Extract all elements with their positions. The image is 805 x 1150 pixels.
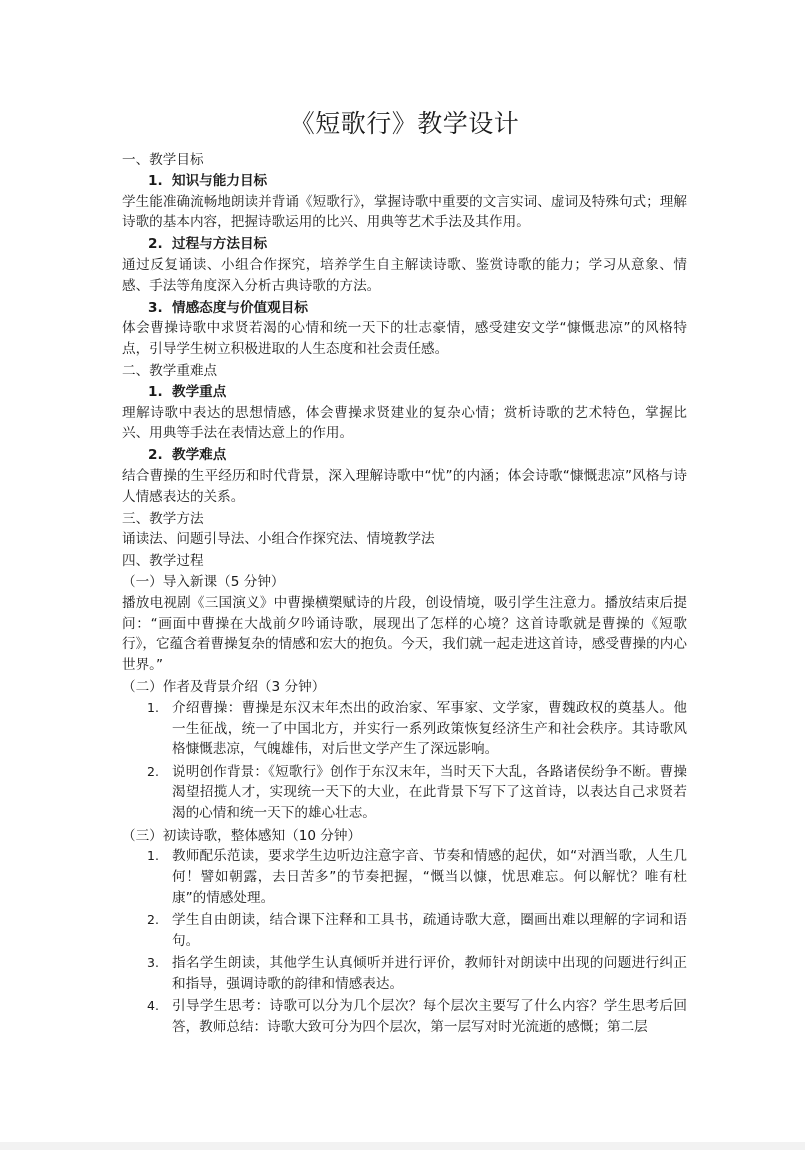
process-intro-heading: （一）导入新课（5 分钟）	[122, 573, 285, 590]
key-point-heading	[122, 382, 687, 403]
difficult-point-text: 结合曹操的生平经历和时代背景，深入理解诗歌中“忧”的内涵；体会诗歌“慷慨悲凉”风格与诗人情感表达的关系。	[122, 467, 687, 505]
document-title: 《短歌行》教学设计	[289, 109, 520, 138]
section-process-heading: 四、教学过程	[122, 553, 204, 570]
list-item-text: 指名学生朗读，其他学生认真倾听并进行评价，教师针对朗读中出现的问题进行纠正和指导，强调诗歌的韵律和情感表达。	[172, 955, 687, 993]
document-body	[122, 100, 687, 1039]
goal-process-heading	[122, 234, 687, 255]
section-methods-heading: 三、教学方法	[122, 510, 204, 527]
list-item-number: 1.	[147, 848, 159, 864]
list-item-text: 介绍曹操：曹操是东汉末年杰出的政治家、军事家、文学家，曹魏政权的奠基人。他一生征战，统一了中国北方，并实行一系列政策恢复经济生产和社会秩序。其诗歌风格慷慨悲凉，气魄雄伟，对后世文学产生了深远影响。	[172, 699, 687, 758]
goal-emotion-number: 3.	[148, 299, 163, 316]
list-item	[122, 953, 687, 995]
goal-process-text: 通过反复诵读、小组合作探究，培养学生自主解读诗歌、鉴赏诗歌的能力；学习从意象、情感、手法等角度深入分析古典诗歌的方法。	[122, 256, 687, 294]
difficult-point-number: 2.	[148, 447, 163, 464]
goal-emotion-text: 体会曹操诗歌中求贤若渴的心情和统一天下的壮志豪情，感受建安文学“慷慨悲凉”的风格特点，引导学生树立积极进取的人生态度和社会责任感。	[122, 320, 687, 358]
list-item-text: 引导学生思考：诗歌可以分为几个层次？每个层次主要写了什么内容？学生思考后回答，教师总结：诗歌大致可分为四个层次，第一层写对时光流逝的感慨；第二层	[172, 998, 687, 1036]
goal-knowledge-heading	[122, 171, 687, 192]
list-item	[122, 762, 687, 824]
page-bottom-edge	[0, 1142, 805, 1150]
list-item-number: 3.	[147, 955, 159, 971]
list-item-text: 教师配乐范读，要求学生边听边注意字音、节奏和情感的起伏，如“对酒当歌，人生几何！譬如朝露，去日苦多”的节奏把握，“慨当以慷，忧思难忘。何以解忧？唯有杜康”的情感处理。	[172, 848, 687, 906]
list-item-number: 4.	[147, 998, 159, 1014]
difficult-point-heading	[122, 445, 687, 466]
goal-process-label: 过程与方法目标	[172, 236, 268, 253]
list-item	[122, 996, 687, 1038]
list-item-number: 2.	[147, 912, 159, 928]
goal-emotion-heading	[122, 298, 687, 319]
goal-emotion-label: 情感态度与价值观目标	[172, 299, 308, 316]
list-item	[122, 698, 687, 760]
background-list	[122, 698, 687, 824]
process-intro-text: 播放电视剧《三国演义》中曹操横槊赋诗的片段，创设情境，吸引学生注意力。播放结束后提问：“画面中曹操在大战前夕吟诵诗歌，展现出了怎样的心境？这首诗歌就是曹操的《短歌行》，它蕴含着曹操复杂的情感和宏大的抱负。今天，我们就一起走进这首诗，感受曹操的内心世界。”	[122, 594, 687, 674]
methods-text: 诵读法、问题引导法、小组合作探究法、情境教学法	[122, 531, 435, 548]
list-item	[122, 910, 687, 952]
process-background-heading: （二）作者及背景介绍（3 分钟）	[122, 678, 326, 695]
section-teaching-goals-heading: 一、教学目标	[122, 152, 204, 168]
list-item-text: 说明创作背景：《短歌行》创作于东汉末年，当时天下大乱，各路诸侯纷争不断。曹操渴望招揽人才，实现统一天下的大业，在此背景下写下了这首诗，以表达自己求贤若渴的心情和统一天下的雄心壮志。	[172, 763, 687, 822]
reading-list	[122, 846, 687, 1038]
process-reading-heading: （三）初读诗歌，整体感知（10 分钟）	[122, 827, 362, 844]
goal-knowledge-number: 1.	[148, 172, 163, 189]
key-point-label: 教学重点	[172, 383, 227, 400]
key-point-number: 1.	[148, 383, 163, 400]
list-item-number: 2.	[147, 763, 159, 779]
goal-process-number: 2.	[148, 236, 163, 253]
list-item	[122, 846, 687, 908]
goal-knowledge-text: 学生能准确流畅地朗读并背诵《短歌行》，掌握诗歌中重要的文言实词、虚词及特殊句式；理解诗歌的基本内容，把握诗歌运用的比兴、用典等艺术手法及其作用。	[122, 193, 687, 231]
key-point-text: 理解诗歌中表达的思想情感，体会曹操求贤建业的复杂心情；赏析诗歌的艺术特色，掌握比兴、用典等手法在表情达意上的作用。	[122, 404, 687, 442]
section-key-points-heading: 二、教学重难点	[122, 362, 218, 379]
list-item-text: 学生自由朗读，结合课下注释和工具书，疏通诗歌大意，圈画出难以理解的字词和语句。	[172, 912, 687, 949]
goal-knowledge-label: 知识与能力目标	[172, 172, 268, 189]
list-item-number: 1.	[147, 699, 159, 715]
difficult-point-label: 教学难点	[172, 447, 227, 464]
